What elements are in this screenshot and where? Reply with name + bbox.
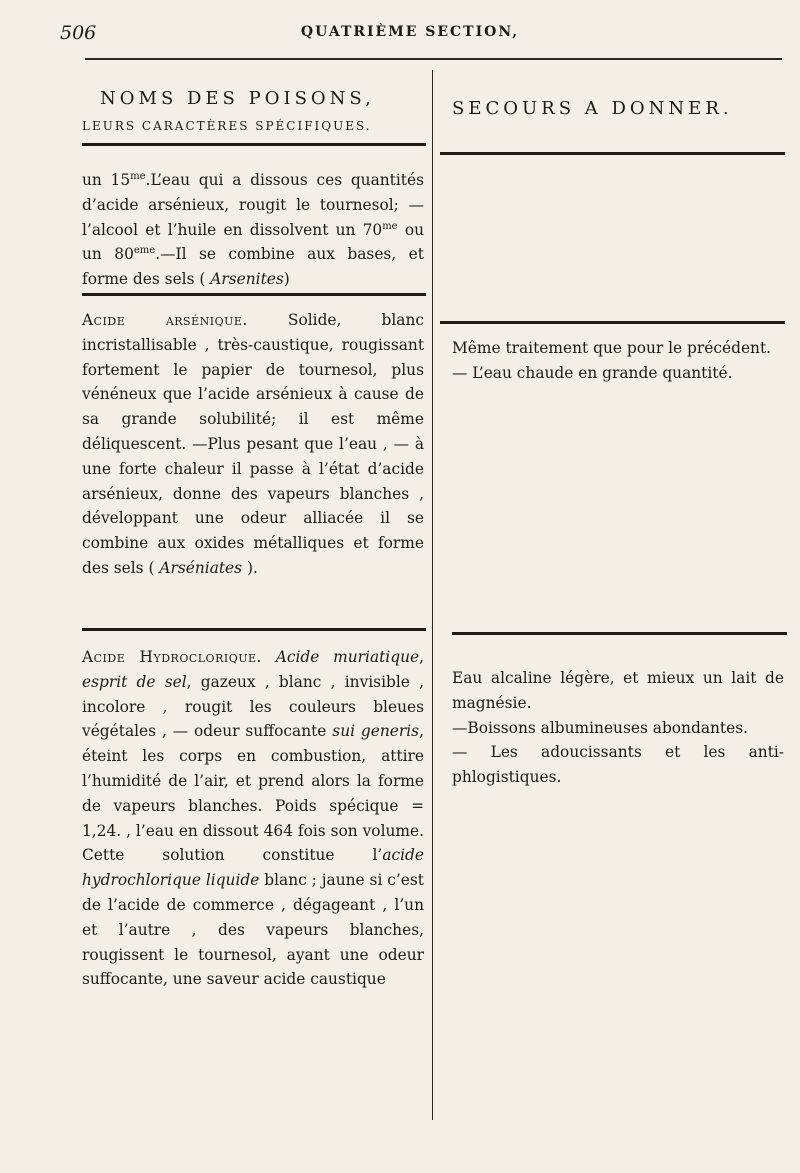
text-run: ). [242,558,258,577]
text-run: Même traitement que pour le précédent. [452,339,772,357]
entry-3-treatment [452,666,784,790]
text-run: Acide arsénique. [82,311,248,329]
entry-3-characteristics [82,645,424,992]
text-run: acide hydrochlorique liquide [82,846,424,890]
entry-1-characteristics [82,168,424,292]
left-heading-rule [82,143,426,146]
text-run: me [130,170,146,182]
left-heading-subtitle: LEURS CARACTÈRES SPÉCIFIQUES. [82,119,372,133]
text-run: me [382,220,398,232]
left-column-heading [82,88,427,133]
text-run [262,648,276,666]
running-head [60,22,760,52]
text-run: , [419,648,425,666]
text-run: eme [133,245,156,257]
right-column-heading: SECOURS A DONNER. [452,98,733,119]
text-run: ) [283,270,290,289]
entry-2-right-rule [452,632,787,635]
left-heading-title: NOMS DES POISONS, [100,88,375,109]
text-run: Arséniates [159,558,243,577]
entry-text [82,308,424,581]
column-divider [432,70,433,1120]
entry-text [82,645,424,992]
text-run: un 15 [82,171,131,189]
text-run: Eau alcaline légère, et mieux un lait de magnésie. [452,669,784,712]
page-number: 506 [60,22,97,44]
entry-2-left-rule [82,628,426,631]
text-run: — Les adoucissants et les anti-phlogistiques. [452,743,784,787]
entry-1-right-rule [440,321,785,324]
text-run: sui generis [332,722,420,741]
text-run: blanc ; jaune si c’est de l’acide de commerce , dégageant , l’un et l’autre , des vapeurs blanches, rougissent le tournesol, ayant une odeur suffocante, une saveur acide caustique [82,871,424,989]
text-run: Arsenites [210,270,284,289]
right-heading-rule [440,152,785,155]
text-run: esprit de sel [82,672,187,691]
text-run: Solide, blanc incristallisable , très-caustique, rougissant fortement le papier de tournesol, plus vénéneux que l’acide arsénieux à cause de sa grande solubilité; il est même déliquescent. —Plus pesant que l’eau , — à une forte chaleur il passe à l’état d’acide arsénieux, donne des vapeurs blanches , développant une odeur alliacée il se combine aux oxides métalliques et forme des sels ( [82,311,425,577]
text-run: Acide muriatique [275,648,420,666]
top-rule [85,58,782,60]
text-run: Acide Hydroclorique. [82,648,262,666]
text-run: .—Il se combine aux bases, et forme des sels ( [82,245,424,289]
text-run: , éteint les corps en combustion, attire l’humidité de l’air, et prend alors la forme de vapeurs blanches. Poids spécique = 1,24. , l’eau en dissout 464 fois son volume. Cette solution constitue l’ [82,722,424,865]
entry-text [452,336,784,386]
text-run: .L’eau qui a dissous ces quantités d’acide arsénieux, rougit le tournesol; —l’alcool et l’huile en dissolvent un 70 [82,171,424,239]
entry-text [452,666,784,790]
entry-text [82,168,424,292]
text-run: —Boissons albumineuses abondantes. [452,718,748,737]
section-title: QUATRIÈME SECTION, [300,24,520,40]
text-run: , gazeux , blanc , invisible , incolore , rougit les couleurs bleues végétales , — odeur suffocante [82,672,424,741]
entry-2-characteristics [82,308,424,581]
entry-1-left-rule [82,293,426,296]
text-run: ou un 80 [82,220,424,264]
entry-2-treatment [452,336,784,386]
text-run: — L’eau chaude en grande quantité. [452,363,733,382]
